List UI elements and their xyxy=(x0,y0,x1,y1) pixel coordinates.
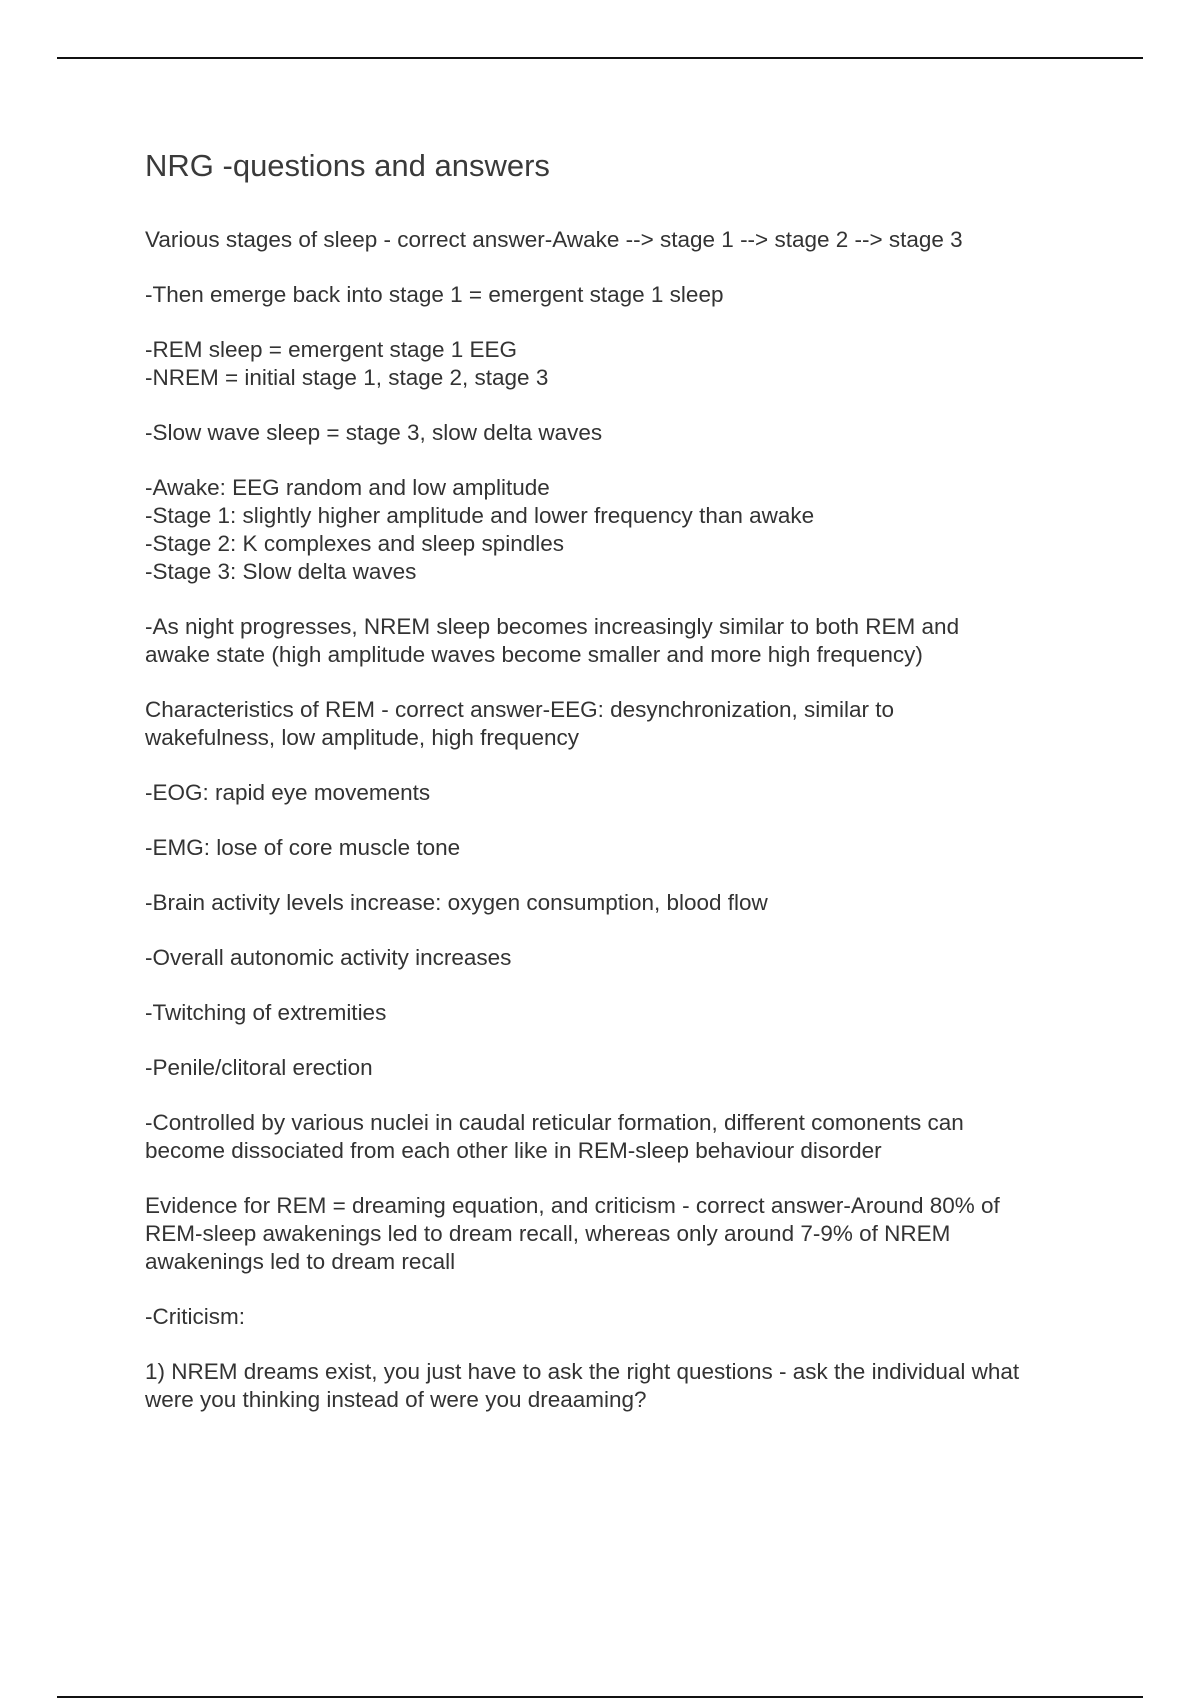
text-line: wakefulness, low amplitude, high frequency xyxy=(145,725,579,750)
paragraph xyxy=(145,889,1105,917)
text-line: Evidence for REM = dreaming equation, and criticism - correct answer-Around 80% of xyxy=(145,1193,1000,1218)
text-line: -Twitching of extremities xyxy=(145,1000,387,1025)
text-line: -NREM = initial stage 1, stage 2, stage 3 xyxy=(145,365,549,390)
text-line: were you thinking instead of were you dreaaming? xyxy=(145,1387,647,1412)
text-line: -Stage 1: slightly higher amplitude and lower frequency than awake xyxy=(145,503,815,528)
paragraph xyxy=(145,944,1105,972)
text-line: -EMG: lose of core muscle tone xyxy=(145,835,461,860)
text-line: -Slow wave sleep = stage 3, slow delta waves xyxy=(145,420,603,445)
text-line: -Controlled by various nuclei in caudal reticular formation, different comonents can xyxy=(145,1110,964,1135)
paragraph xyxy=(145,336,1105,392)
paragraph-list xyxy=(145,226,1105,1414)
text-line: 1) NREM dreams exist, you just have to ask the right questions - ask the individual what xyxy=(145,1359,1020,1384)
page-top-rule xyxy=(57,57,1143,59)
text-line: -Penile/clitoral erection xyxy=(145,1055,373,1080)
paragraph xyxy=(145,613,1105,669)
paragraph xyxy=(145,281,1105,309)
paragraph xyxy=(145,419,1105,447)
text-line: -REM sleep = emergent stage 1 EEG xyxy=(145,337,518,362)
paragraph xyxy=(145,696,1105,752)
paragraph xyxy=(145,834,1105,862)
page-title: NRG -questions and answers xyxy=(145,148,550,183)
text-line: -Brain activity levels increase: oxygen consumption, blood flow xyxy=(145,890,768,915)
paragraph xyxy=(145,1109,1105,1165)
paragraph xyxy=(145,1303,1105,1331)
text-line: Various stages of sleep - correct answer-Awake --> stage 1 --> stage 2 --> stage 3 xyxy=(145,227,963,252)
text-line: REM-sleep awakenings led to dream recall, whereas only around 7-9% of NREM xyxy=(145,1221,951,1246)
page-bottom-rule xyxy=(57,1696,1143,1698)
text-line: -Stage 2: K complexes and sleep spindles xyxy=(145,531,564,556)
document-body xyxy=(145,144,1105,1441)
text-line: -Overall autonomic activity increases xyxy=(145,945,512,970)
text-line: Characteristics of REM - correct answer-EEG: desynchronization, similar to xyxy=(145,697,894,722)
text-line: -Criticism: xyxy=(145,1304,245,1329)
text-line: become dissociated from each other like in REM-sleep behaviour disorder xyxy=(145,1138,882,1163)
paragraph xyxy=(145,999,1105,1027)
text-line: -Stage 3: Slow delta waves xyxy=(145,559,417,584)
text-line: awake state (high amplitude waves become smaller and more high frequency) xyxy=(145,642,923,667)
paragraph xyxy=(145,474,1105,586)
text-line: -EOG: rapid eye movements xyxy=(145,780,431,805)
text-line: -As night progresses, NREM sleep becomes increasingly similar to both REM and xyxy=(145,614,960,639)
paragraph xyxy=(145,226,1105,254)
text-line: -Then emerge back into stage 1 = emergent stage 1 sleep xyxy=(145,282,724,307)
text-line: awakenings led to dream recall xyxy=(145,1249,456,1274)
paragraph xyxy=(145,1192,1105,1276)
text-line: -Awake: EEG random and low amplitude xyxy=(145,475,550,500)
paragraph xyxy=(145,779,1105,807)
paragraph xyxy=(145,1054,1105,1082)
paragraph xyxy=(145,1358,1105,1414)
